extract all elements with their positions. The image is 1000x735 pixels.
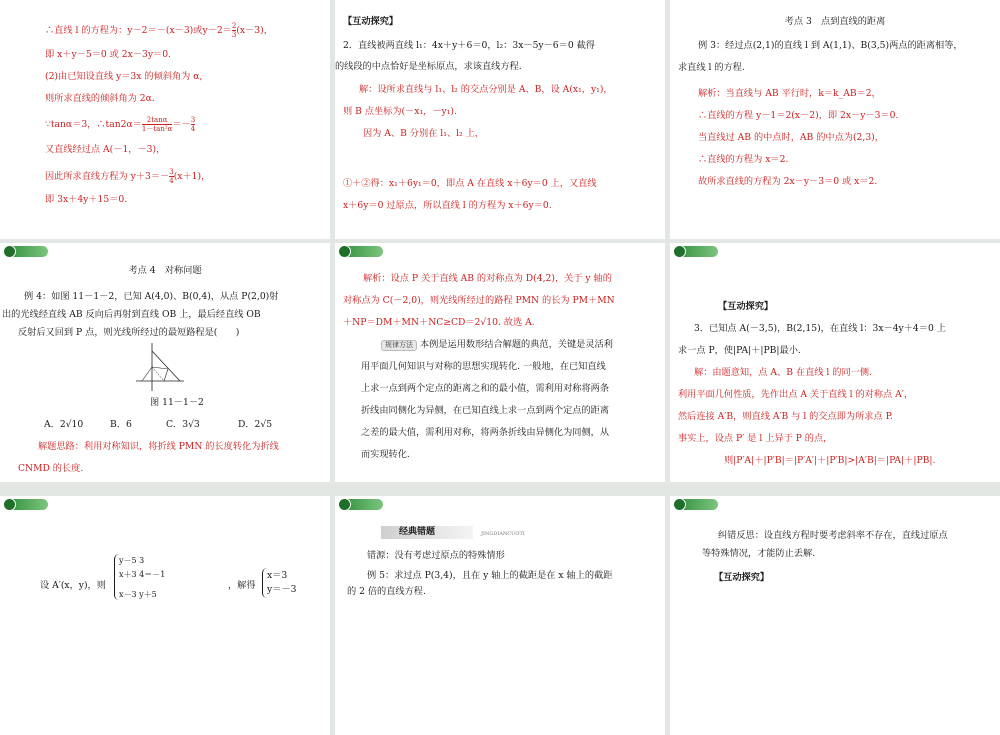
solution-line-1: 解：由题意知，点 A、B 在直线 l 的同一侧.: [694, 367, 872, 378]
solution-line-3: 因为 A、B 分别在 l₁、l₂ 上，: [363, 128, 484, 139]
result-line-1: x＝3: [267, 570, 288, 581]
figure-caption: 图 11－1－2: [150, 397, 204, 408]
problem-line-2: 求一点 P，使|PA|＋|PB|最小.: [678, 345, 801, 356]
method-badge: 规律方法: [381, 340, 417, 351]
line-4: 则所求直线的倾斜角为 2α.: [45, 93, 155, 104]
line-2: 即 x＋y－5＝0 或 2x－3y＝0.: [45, 49, 171, 60]
solution-line-2: 利用平面几何性质，先作出点 A 关于直线 l 的对称点 A′，: [678, 389, 914, 400]
solve-text: ，解得: [228, 580, 256, 591]
line-3: (2)由已知设直线 y＝3x 的倾斜角为 α,: [45, 71, 203, 82]
problem-line-2: 出的光线经直线 AB 反向后再射到直线 OB 上，最后经直线 OB: [2, 309, 261, 320]
solution-line-4: 事实上，设点 P′ 是 l 上异于 P 的点，: [678, 433, 833, 444]
logo: [4, 499, 48, 510]
logo: [674, 246, 718, 257]
system-line-2: x＋3 4＝－1: [119, 570, 166, 579]
section-heading: 【互动探究】: [343, 16, 399, 27]
slide-6[interactable]: [670, 243, 1000, 482]
line-7: 因此所求直线方程为 y＋3＝－ $\frac{3}{4}$ (x＋1)，: [45, 168, 211, 185]
solution-line-1: 解：设所求直线与 l₁、l₂ 的交点分别是 A、B，设 A(x₁，y₁)，: [359, 84, 613, 95]
problem-line-1: 例 3：经过点(2,1)的直线 l 到 A(1,1)、B(3,5)两点的距离相等，: [698, 40, 963, 51]
method-line-3: 上求一点到两个定点的距离之和的最小值，需利用对称将两条: [361, 383, 610, 394]
problem-line-2: 的 2 倍的直线方程.: [347, 586, 426, 597]
hint-line-2: CNMD 的长度.: [18, 463, 84, 474]
solution-line-2: 对称点为 C(－2,0)，则光线所经过的路程 PMN 的长为 PM＋MN: [343, 295, 615, 306]
method-line-1: 规律方法 本例是运用数形结合解题的典范，关键是灵活利: [381, 339, 613, 351]
fraction: $\frac{2\tan\alpha}{\text{1－tan²α}}$: [141, 116, 173, 133]
system-line-3: x－3 y＋5: [119, 590, 157, 599]
fraction: $\frac{3}{4}$: [190, 116, 196, 133]
fraction: $\frac{2}{3}$: [231, 22, 237, 39]
slide-5[interactable]: [335, 243, 665, 482]
problem-line-1: 3．已知点 A(－3,5)，B(2,15)，在直线 l：3x－4y＋4＝0 上: [694, 323, 946, 334]
lead-text: 设 A′(x，y)，则: [40, 580, 106, 591]
logo: [339, 246, 383, 257]
solution-line-3: 然后连接 A′B，则直线 A′B 与 l 的交点即为所求点 P.: [678, 411, 893, 422]
method-line-2: 用平面几何知识与对称的思想实现转化. 一般地，在已知直线: [361, 361, 606, 372]
solution-line-5: 故所求直线的方程为 2x－y－3＝0 或 x＝2.: [698, 176, 878, 187]
line-1: ∴直线 l 的方程为：y－2＝－(x－3)或y－2＝ $\frac{2}{3}$ (x－3)，: [45, 22, 273, 39]
reflection-line-2: 等特殊情况，才能防止丢解.: [702, 548, 816, 559]
logo: [674, 499, 718, 510]
problem-line-1: 例 4：如图 11－1－2，已知 A(4,0)、B(0,4)，从点 P(2,0)射: [24, 291, 279, 302]
problem-line-1: 2．直线被两直线 l₁：4x＋y＋6＝0，l₂：3x－5y－6＝0 截得: [343, 40, 595, 51]
option-d: D．2√5: [238, 419, 273, 430]
solution-line-5: x＋6y＝0 过原点，所以直线 l 的方程为 x＋6y＝0.: [343, 200, 552, 211]
section-heading: 【互动探究】: [718, 301, 774, 312]
line-5: ∵tanα＝3，∴tan2α＝ $\frac{2\tan\alpha}{\text{1－tan²α}}$ ＝－ $\frac{3}{4}$: [45, 116, 196, 133]
line-8: 即 3x＋4y＋15＝0.: [45, 194, 128, 205]
solution-line-3: ＋NP＝DM＋MN＋NC≥CD＝2√10. 故选 A.: [343, 317, 535, 328]
slide-3[interactable]: [670, 0, 1000, 239]
logo: [339, 499, 383, 510]
slide-9[interactable]: [670, 496, 1000, 735]
option-c: C．3√3: [166, 419, 200, 430]
problem-line-2: 的线段的中点恰好是坐标原点，求该直线方程.: [335, 61, 522, 72]
fraction: $\frac{3}{4}$: [169, 168, 174, 185]
solution-line-3: 当直线过 AB 的中点时，AB 的中点为(2,3)，: [698, 132, 884, 143]
solution-line-2: 则 B 点坐标为(－x₁，－y₁).: [343, 106, 457, 117]
solution-line-1: 解析：设点 P 关于直线 AB 的对称点为 D(4,2)，关于 y 轴的: [363, 273, 612, 284]
problem-line-1: 例 5：求过点 P(3,4)，且在 y 轴上的截距是在 x 轴上的截距: [367, 570, 613, 581]
problem-line-2: 求直线 l 的方程.: [678, 62, 745, 73]
reflection-line-1: 纠错反思：设直线方程时要考虑斜率不存在，直线过原点: [718, 530, 948, 541]
section-title: 考点 4 对称问题: [128, 265, 202, 276]
slide-2[interactable]: [335, 0, 665, 239]
problem-line-3: 反射后又回到 P 点，则光线所经过的最短路程是( ): [18, 327, 240, 338]
slide-4[interactable]: [0, 243, 330, 482]
option-b: B．6: [110, 419, 132, 430]
logo: [4, 246, 48, 257]
geometry-figure: [130, 341, 186, 393]
solution-line-5: 则|P′A|＋|P′B|＝|P′A′|＋|P′B|>|A′B|＝|PA|＋|PB|.: [724, 455, 936, 466]
line-6: 又直线经过点 A(－1，－3)，: [45, 144, 166, 155]
solution-line-4: ∴直线的方程为 x＝2.: [698, 154, 789, 165]
solution-line-1: 解析：当直线与 AB 平行时，k＝k_AB＝2，: [698, 88, 881, 99]
error-source: 错源：没有考虑过原点的特殊情形: [367, 550, 505, 561]
solution-line-4: ①＋②得：x₁＋6y₁＝0，即点 A 在直线 x＋6y＝0 上，又直线: [343, 178, 597, 189]
section-banner: 经典错题 JINGDIANCUOTI: [381, 526, 473, 539]
solution-line-2: ∴直线的方程 y－1＝2(x－2)，即 2x－y－3＝0.: [698, 110, 899, 121]
result-line-2: y＝－3: [267, 584, 297, 595]
option-a: A．2√10: [44, 419, 84, 430]
system-line-1: y－5 3: [119, 556, 145, 565]
method-line-5: 之差的最大值，需利用对称，将两条折线由异侧化为同侧，从: [361, 427, 610, 438]
section-title: 考点 3 点到直线的距离: [784, 16, 886, 27]
slide-7[interactable]: [0, 496, 330, 735]
method-line-4: 折线由同侧化为异侧，在已知直线上求一点到两个定点的距离: [361, 405, 610, 416]
hint-line-1: 解题思路：利用对称知识，将折线 PMN 的长度转化为折线: [38, 441, 279, 452]
slide-8[interactable]: [335, 496, 665, 735]
section-heading: 【互动探究】: [714, 572, 770, 583]
slide-1[interactable]: [0, 0, 330, 239]
method-line-6: 而实现转化.: [361, 449, 410, 460]
